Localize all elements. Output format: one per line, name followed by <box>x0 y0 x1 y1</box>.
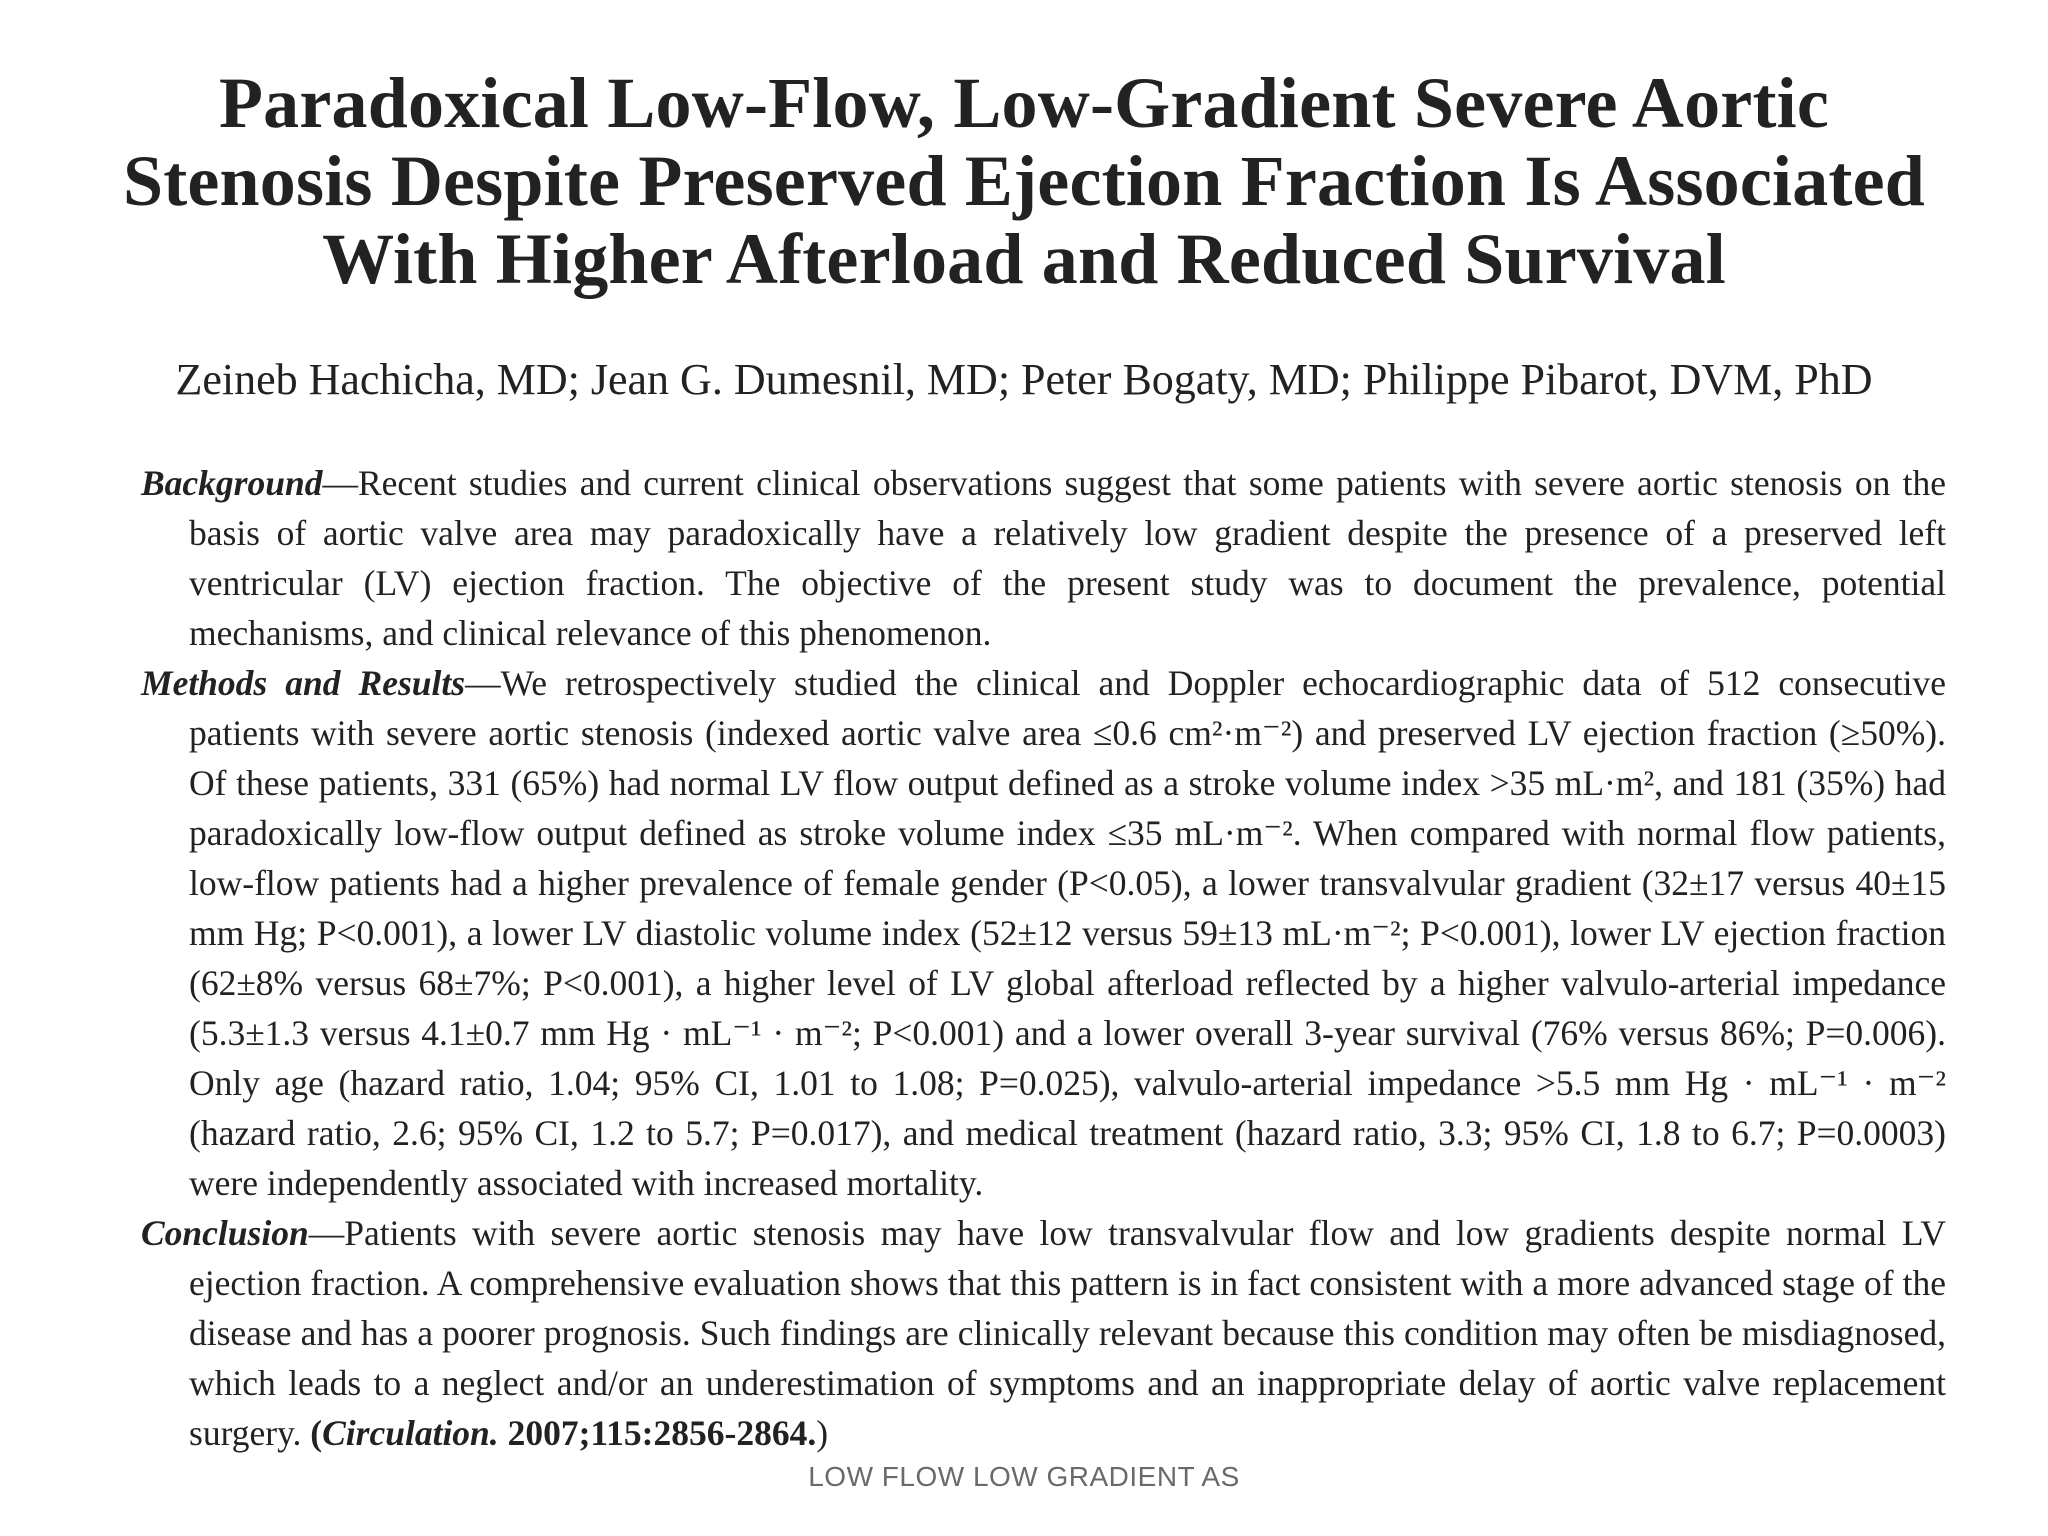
abstract-methods-results <box>141 658 1946 1208</box>
methods-results-text: —We retrospectively studied the clinical and Doppler echocardiographic data of 512 consecutive patients with severe aortic stenosis (indexed aortic valve area ≤0.6 cm²·m⁻²) and preserved LV ejection fraction (≥50%). Of these patients, 331 (65%) had normal LV flow output defined as a stroke volume index >35 mL·m², and 181 (35%) had paradoxically low-flow output defined as stroke volume index ≤35 mL·m⁻². When compared with normal flow patients, low-flow patients had a higher prevalence of female gender (P<0.05), a lower transvalvular gradient (32±17 versus 40±15 mm Hg; P<0.001), a lower LV diastolic volume index (52±12 versus 59±13 mL·m⁻²; P<0.001), lower LV ejection fraction (62±8% versus 68±7%; P<0.001), a higher level of LV global afterload reflected by a higher valvulo-arterial impedance (5.3±1.3 versus 4.1±0.7 mm Hg · mL⁻¹ · m⁻²; P<0.001) and a lower overall 3-year survival (76% versus 86%; P=0.006). Only age (hazard ratio, 1.04; 95% CI, 1.01 to 1.08; P=0.025), valvulo-arterial impedance >5.5 mm Hg · mL⁻¹ · m⁻² (hazard ratio, 2.6; 95% CI, 1.2 to 5.7; P=0.017), and medical treatment (hazard ratio, 3.3; 95% CI, 1.8 to 6.7; P=0.0003) were independently associated with increased mortality. <box>189 663 1946 1203</box>
background-heading: Background <box>141 463 323 503</box>
abstract-background <box>141 458 1946 658</box>
citation <box>310 1413 816 1453</box>
paper-title: Paradoxical Low-Flow, Low-Gradient Severe Aortic Stenosis Despite Preserved Ejection Fraction Is Associated With Higher Afterload and Reduced Survival <box>122 63 1926 299</box>
citation-details: 2007;115:2856-2864. <box>498 1413 817 1453</box>
methods-results-heading: Methods and Results <box>141 663 466 703</box>
abstract <box>141 458 1946 1458</box>
conclusion-text: —Patients with severe aortic stenosis may have low transvalvular flow and low gradients despite normal LV ejection fraction. A comprehensive evaluation shows that this pattern is in fact consistent with a more advanced stage of the disease and has a poorer prognosis. Such findings are clinically relevant because this condition may often be misdiagnosed, which leads to a neglect and/or an underestimation of symptoms and an inappropriate delay of aortic valve replacement surgery. <box>189 1213 1946 1453</box>
slide-footer: LOW FLOW LOW GRADIENT AS <box>808 1461 1240 1492</box>
background-text: —Recent studies and current clinical observations suggest that some patients with severe aortic stenosis on the basis of aortic valve area may paradoxically have a relatively low gradient despite the presence of a preserved left ventricular (LV) ejection fraction. The objective of the present study was to document the prevalence, potential mechanisms, and clinical relevance of this phenomenon. <box>189 463 1946 653</box>
citation-journal: Circulation. <box>322 1413 499 1453</box>
conclusion-heading: Conclusion <box>141 1213 309 1253</box>
abstract-conclusion <box>141 1208 1946 1458</box>
citation-close-paren: ) <box>816 1413 829 1453</box>
author-list: Zeineb Hachicha, MD; Jean G. Dumesnil, MD; Peter Bogaty, MD; Philippe Pibarot, DVM, PhD <box>175 355 1873 404</box>
citation-open-paren: ( <box>310 1413 323 1453</box>
